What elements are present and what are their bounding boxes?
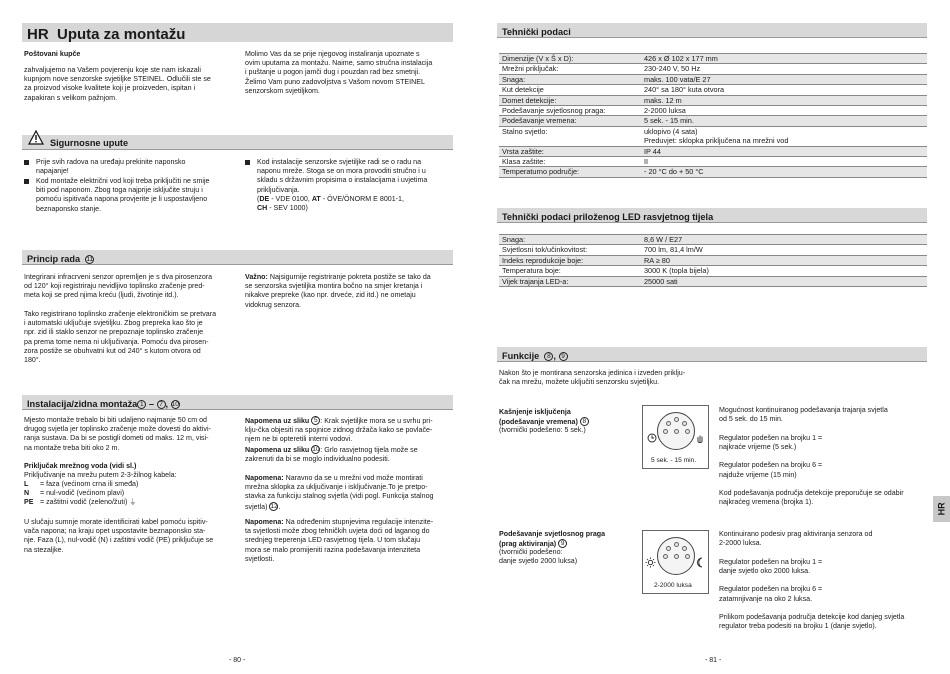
ref-marker: 1: [137, 400, 146, 409]
table-row: [499, 157, 927, 167]
page-title: HR Uputa za montažu: [27, 26, 186, 43]
spec-label: Snaga:: [499, 74, 641, 84]
spec-label: Snaga:: [499, 235, 641, 245]
moon-icon: [697, 557, 707, 571]
spec-label: Kut detekcije: [499, 85, 641, 95]
table-row: [499, 276, 927, 286]
functions-band: [497, 347, 927, 362]
note-flicker: Napomena: Na određenim stupnjevima regulacije intenzite- ta svjetlosti može zbog tehničkih uvjeta doći od laganog do srednjeg treperenja LED rasvjetnog tijela. U tom slučaju mora se malo promijeniti razina podešavanja intenziteta svjetlosti.: [245, 518, 434, 563]
intro-col2: Molimo Vas da se prije njegovog instaliranja upoznate s ovim uputama za montažu. Naime, samo stručna instalacija i puštanje u pogon jamči dug i pouzdan rad bez smetnji. Želimo Vam puno zadovoljstva s Vašom novom STEINEL senzorskom svjetiljkom.: [245, 50, 433, 95]
wire-row: N = nul-vodič (većinom plavi): [24, 489, 125, 498]
principle-band: [22, 250, 453, 265]
ref-marker: 11: [86, 256, 94, 263]
spec-value: maks. 100 vata/E 27: [641, 74, 927, 84]
tech-table: [499, 53, 927, 178]
led-band: [497, 208, 927, 223]
mains-text: Priključivanje na mrežu putem 2-3-žilnog kabela:: [24, 471, 177, 479]
table-row: [499, 54, 927, 64]
ref-marker: 10: [171, 401, 179, 408]
page-title-band: [22, 23, 453, 42]
spec-label: Svjetlosni tok/učinkovitost:: [499, 245, 641, 255]
ref-marker: 8: [580, 417, 589, 426]
functions-heading: Funkcije 8 , 9: [502, 351, 568, 363]
spec-value: 230-240 V, 50 Hz: [641, 64, 927, 74]
spec-label: Podešavanje vremena:: [499, 116, 641, 126]
ref-marker: 9: [559, 352, 568, 361]
spec-label: Dimenzije (V x Š x D):: [499, 54, 641, 64]
twilight-dial-label: 2-2000 luksa: [654, 582, 692, 589]
mains-heading: Priključak mrežnog voda (vidi sl.): [24, 462, 137, 470]
ref-marker: 10: [312, 445, 320, 453]
table-row: [499, 235, 927, 245]
principle-col2: Važno: Najsigurnije registriranje pokreta postiže se tako da se senzorska svjetiljka montira bočno na smjer kretanja i nikakve prepreke (kao npr. drveće, zid itd.) ne ometaju vidokrug senzora.: [245, 273, 431, 309]
note-mains-switch: Napomena: Naravno da se u mrežni vod može montirati mrežna sklopka za uključivanje i isključivanje.To je pretpo- stavka za funkciju stalnog svjetla (vidi pogl. Funkcija stalnog svjetla) 12.: [245, 474, 434, 511]
ref-marker: 7: [157, 400, 166, 409]
spec-value: 3000 K (topla bijela): [641, 266, 927, 276]
clock-icon: [647, 433, 657, 446]
table-row: [499, 116, 927, 126]
spec-value: maks. 12 m: [641, 95, 927, 105]
warning-icon: [28, 130, 44, 148]
table-row: [499, 85, 927, 95]
functions-intro: Nakon što je montirana senzorska jedinica i izveden priklju- čak na mrežu, možete uključiti senzorsku svjetiljku.: [499, 369, 686, 387]
table-row: [499, 64, 927, 74]
installation-outro: U slučaju sumnje morate identificirati kabel pomoću ispitiv- vača napona; na kraju opet uspostavite beznaponsko sta- nje. Faza (L), nul-vodič (N) i zaštitni vodič (PE) priključuje se na stezaljke.: [24, 518, 214, 554]
spec-value: 700 lm, 81,4 lm/W: [641, 245, 927, 255]
table-row: [499, 266, 927, 276]
bullet-marker: [24, 179, 29, 184]
spec-value: - 20 °C do + 50 °C: [641, 167, 927, 177]
table-row: [499, 74, 927, 84]
spec-label: Domet detekcije:: [499, 95, 641, 105]
intro-col1: zahvaljujemo na Vašem povjerenju koje ste nam iskazali kupnjom nove senzorske svjetiljke STEINEL. Odlučili ste se za proizvod visoke kvalitete koji je proizveden, ispitan i zapakiran s velikom pažnjom.: [24, 66, 211, 102]
led-heading: Tehnički podaci priloženog LED rasvjetnog tijela: [502, 212, 714, 222]
twilight-subtitle: (tvornički podešeno: danje svjetlo 2000 luksa): [499, 548, 578, 566]
twilight-description: Kontinuirano podesiv prag aktiviranja senzora od 2-2000 luksa. Regulator podešen na brojku 1 = danje svjetlo oko 2000 luksa. Regulator podešen na brojku 6 = zatamnjivanje na oko 2 luksa. Prilikom podešavanja područja detekcije kod danjeg svjetla regulator treba podesiti na brojku 1 (danje svjetlo).: [719, 530, 905, 631]
ref-marker: 5: [311, 416, 320, 425]
spec-label: Vijek trajanja LED-a:: [499, 276, 641, 286]
table-row: [499, 167, 927, 177]
ref-marker: 8: [544, 352, 553, 361]
note-image-5: Napomena uz sliku 5 : Krak svjetiljke mora se u svrhu pri- klju-čka objesiti na spojnice zidnog držača kako se povlače- njem ne bi opteretili interni vodovi. Napomena uz sliku 10: Grlo rasvjetnog tijela može se zakrenuti da bi se moglo individualno podesiti.: [245, 417, 433, 463]
ref-marker: 9: [558, 539, 567, 548]
principle-heading: Princip rada 11: [27, 254, 94, 264]
wire-row: L = faza (većinom crna ili smeđa): [24, 480, 139, 488]
safety-heading: Sigurnosne upute: [50, 138, 129, 148]
greeting: Poštovani kupče: [24, 50, 81, 58]
spec-value: IP 44: [641, 146, 927, 156]
bullet-marker: [24, 160, 29, 165]
delay-title: Kašnjenje isključenja (podešavanje vremena) 8: [499, 408, 619, 427]
twilight-title: Podešavanje svjetlosnog praga (prag aktiviranja) 9: [499, 530, 606, 549]
spec-label: Temperaturno područje:: [499, 167, 641, 177]
spec-value: 426 x Ø 102 x 177 mm: [641, 54, 927, 64]
wire-row: PE = zaštitni vodič (zeleno/žuti) ⏚: [24, 498, 137, 507]
safety-bullet-2: Kod montaže električni vod koji treba priključiti ne smije biti pod naponom. Zbog toga najprije isključite struju i pomoću ispitivača napona provjerite je li uspostavljeno beznaponsko stanje.: [36, 177, 210, 213]
spec-label: Podešavanje svjetlosnog praga:: [499, 106, 641, 116]
spec-value: 2-2000 luksa: [641, 106, 927, 116]
safety-band: [22, 135, 453, 150]
table-row: [499, 146, 927, 156]
spec-label: Indeks reprodukcije boje:: [499, 255, 641, 265]
table-row: [499, 255, 927, 265]
bullet-marker: [245, 160, 250, 165]
delay-dial-figure: [642, 405, 709, 469]
lux-dial[interactable]: [657, 537, 695, 575]
spec-label: Mrežni priključak:: [499, 64, 641, 74]
spec-value: II: [641, 157, 927, 167]
spec-label: Temperatura boje:: [499, 266, 641, 276]
ref-marker: 12: [270, 502, 278, 510]
spec-value: 25000 sati: [641, 276, 927, 286]
delay-subtitle: (tvornički podešeno: 5 sek.): [499, 426, 586, 434]
safety-bullet-3: Kod instalacije senzorske svjetiljke radi se o radu na naponu mreže. Stoga se on mora provoditi stručno i u skladu s državnim propisima o instalacijama i uvjetima priključivanja. (DE - VDE 0100, AT - ÖVE/ÖNORM E 8001-1, CH - SEV 1000): [257, 158, 428, 213]
safety-bullet-1: Prije svih radova na uređaju prekinite naponsko napajanje!: [36, 158, 186, 176]
spec-value: uklopivo (4 sata) Preduvjet: sklopka priključena na mrežni vod: [641, 126, 927, 146]
installation-intro: Mjesto montaže trebalo bi biti udaljeno najmanje 50 cm od drugog svjetla jer toplinsko zračenje može dovesti do aktivi- ranja sustava. Da bi se postigli dometi od maks. 12 m, visi- na montaže treba biti oko 2 m.: [24, 416, 211, 452]
table-row: [499, 126, 927, 146]
language-side-tab: HR: [933, 496, 950, 522]
tech-band: [497, 23, 927, 38]
table-row: [499, 95, 927, 105]
table-row: [499, 106, 927, 116]
spec-value: 240° sa 180° kuta otvora: [641, 85, 927, 95]
sun-icon: [645, 557, 656, 571]
principle-col1: Integrirani infracrveni senzor opremljen je s dva pirosenzora od 120° koji registriraju nevidljivo toplinsko zračenje pred- meta koji se pred njima kreću (ljudi, životinje itd.). Tako registrirano toplinsko zračenje elektroničkim se pretvara i automatski uključuje svjetiljku. Zbog prepreka kao što je npr. zid ili staklo senzor ne prepoznaje toplinsko zračenje pa prema tome nema ni uključivanja. Pomoću dva pirosen- zora postiže se obuhvatni kut od 240° s kutom otvora od 180°.: [24, 273, 217, 364]
page-number-left: - 80 -: [229, 657, 246, 664]
led-table: [499, 234, 927, 287]
spec-value: RA ≥ 80: [641, 255, 927, 265]
spec-label: Klasa zaštite:: [499, 157, 641, 167]
installation-heading: Instalacija/zidna montaža 1 – 7 , 10: [27, 399, 179, 409]
twilight-dial-figure: [642, 530, 709, 594]
tech-heading: Tehnički podaci: [502, 27, 571, 37]
page-number-right: - 81 -: [705, 657, 722, 664]
hand-icon: [695, 433, 705, 446]
spec-label: Vrsta zaštite:: [499, 146, 641, 156]
spec-value: 8,6 W / E27: [641, 235, 927, 245]
spec-label: Stalno svjetlo:: [499, 126, 641, 146]
wire-list: [24, 480, 244, 508]
delay-description: Mogućnost kontinuiranog podešavanja trajanja svjetla od 5 sek. do 15 min. Regulator podešen na brojku 1 = najkraće vrijeme (5 sek.) Regulator podešen na brojku 6 = najduže vrijeme (15 min) Kod podešavanja područja detekcije preporučuje se odabir najkraćeg vremena (brojka 1).: [719, 406, 904, 507]
delay-dial-label: 5 sek. - 15 min.: [651, 457, 697, 464]
time-dial[interactable]: [657, 412, 695, 450]
installation-band: [22, 395, 453, 410]
table-row: [499, 245, 927, 255]
spec-value: 5 sek. - 15 min.: [641, 116, 927, 126]
